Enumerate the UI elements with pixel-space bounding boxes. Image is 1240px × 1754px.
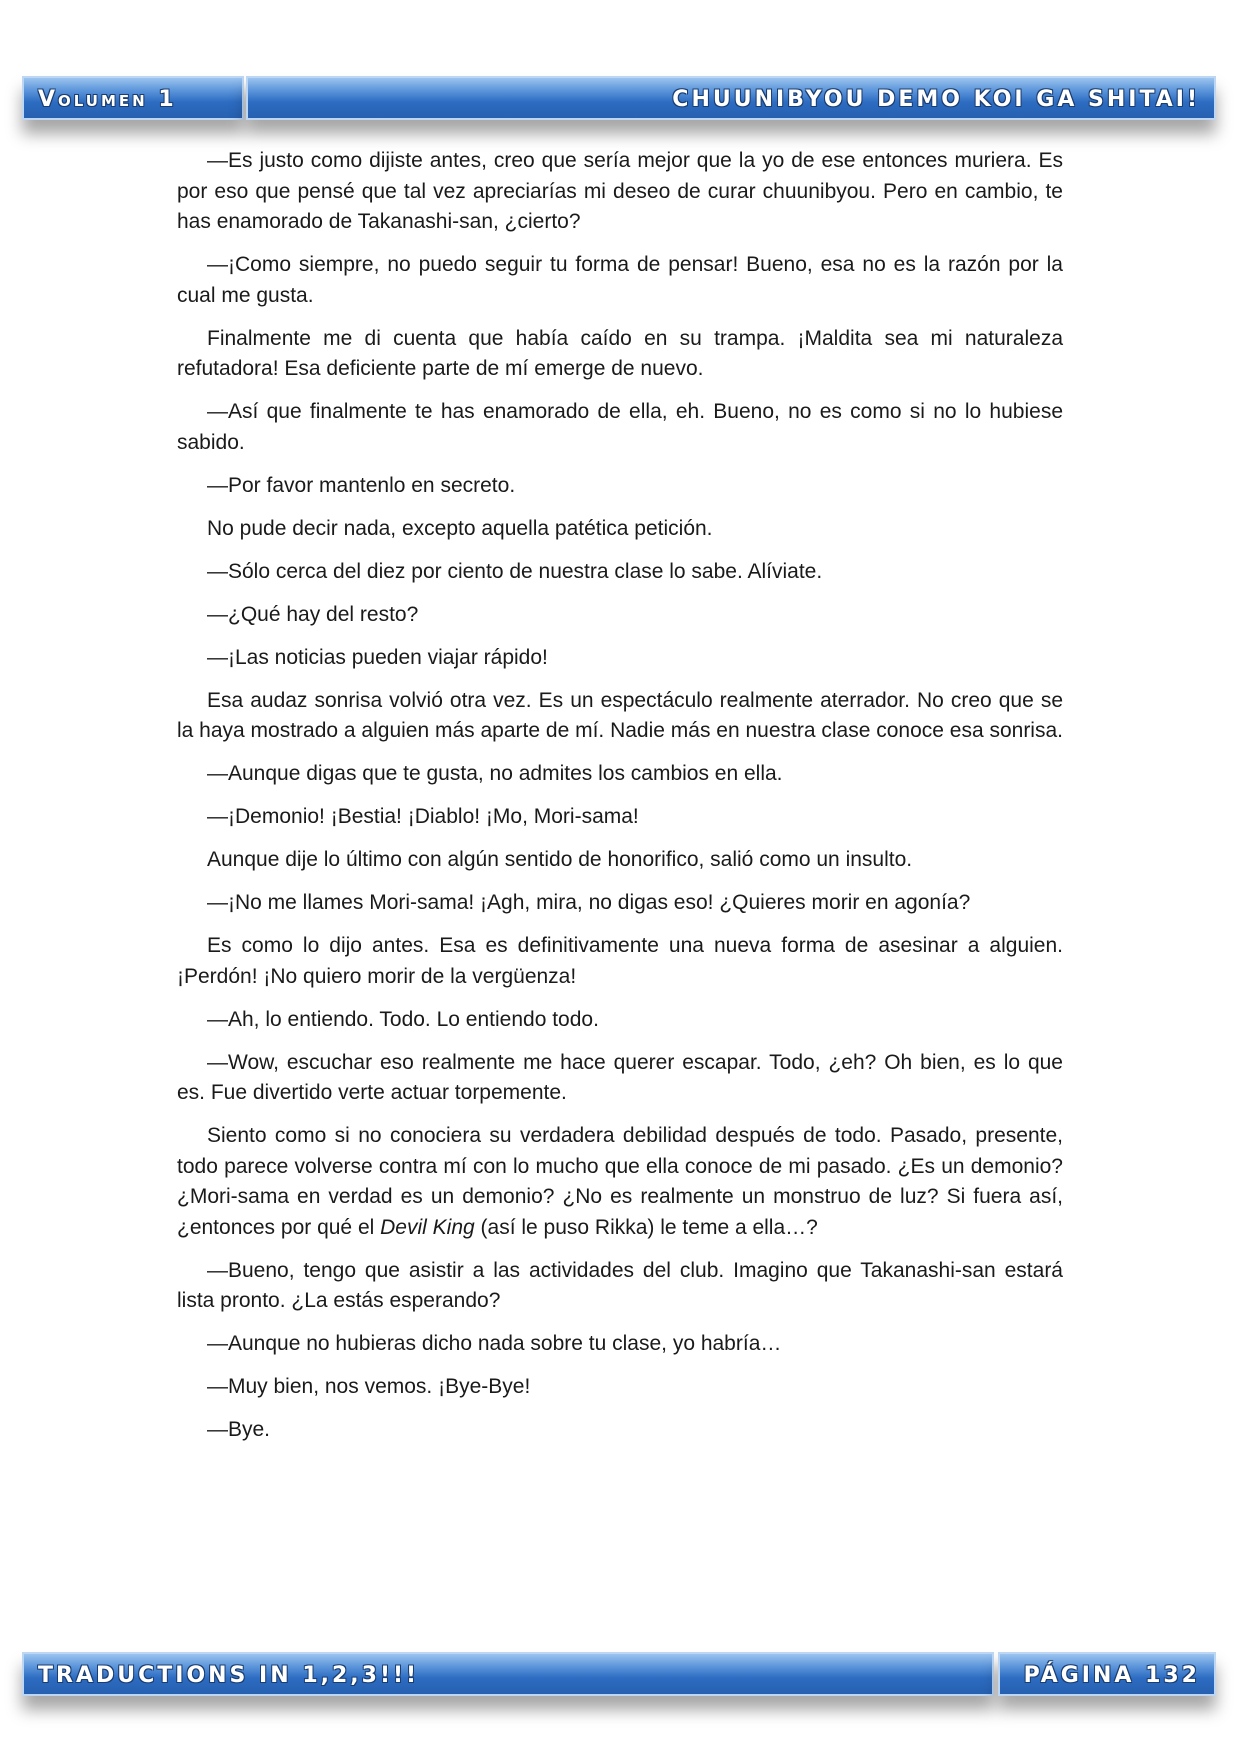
paragraph: —Es justo como dijiste antes, creo que sería mejor que la yo de ese entonces muriera. Es por eso que pensé que tal vez apreciarías mi deseo de curar chuunibyou. Pero en cambio, te has enamorado de Takanashi-san, ¿cierto? xyxy=(177,149,1063,233)
footer-credits-bar xyxy=(22,1652,994,1696)
paragraph: No pude decir nada, excepto aquella patética petición. xyxy=(207,516,713,540)
paragraph: —Muy bien, nos vemos. ¡Bye-Bye! xyxy=(207,1375,531,1398)
paragraph: —¡Las noticias pueden viajar rápido! xyxy=(207,645,548,669)
paragraph: —¡Demonio! ¡Bestia! ¡Diablo! ¡Mo, Mori-sama! xyxy=(207,805,639,828)
paragraph: —Bye. xyxy=(207,1418,271,1441)
paragraph: —Bueno, tengo que asistir a las actividades del club. Imagino que Takanashi-san estará lista pronto. ¿La estás esperando? xyxy=(177,1258,1063,1312)
paragraph: Esa audaz sonrisa volvió otra vez. Es un espectáculo realmente aterrador. No creo que se la haya mostrado a alguien más aparte de mí. Nadie más en nuestra clase conoce esa sonrisa. xyxy=(177,688,1063,742)
paragraph: —Aunque no hubieras dicho nada sobre tu clase, yo habría… xyxy=(207,1332,782,1355)
paragraph: —¿Qué hay del resto? xyxy=(207,602,419,626)
paragraph: —Wow, escuchar eso realmente me hace querer escapar. Todo, ¿eh? Oh bien, es lo que es. Fue divertido verte actuar torpemente. xyxy=(177,1050,1063,1104)
header-title-bar xyxy=(246,76,1216,120)
paragraph: —Aunque digas que te gusta, no admites los cambios en ella. xyxy=(207,762,783,785)
paragraph: —¡No me llames Mori-sama! ¡Agh, mira, no digas eso! ¿Quieres morir en agonía? xyxy=(207,891,971,914)
paragraph: —¡Como siempre, no puedo seguir tu forma de pensar! Bueno, esa no es la razón por la cual me gusta. xyxy=(177,253,1063,307)
header-volume-bar xyxy=(22,76,244,120)
paragraph: —Por favor mantenlo en secreto. xyxy=(207,473,516,497)
paragraph-with-italic xyxy=(177,1121,1063,1243)
header-title: CHUUNIBYOU DEMO KOI GA SHITAI! xyxy=(672,87,1200,112)
page-body xyxy=(177,146,1063,1458)
footer-credits: TRADUCTIONS IN 1,2,3!!! xyxy=(38,1663,420,1688)
paragraph: —Así que finalmente te has enamorado de ella, eh. Bueno, no es como si no lo hubiese sabido. xyxy=(177,400,1063,454)
paragraph-text: Siento como si no conociera su verdadera debilidad después de todo. Pasado, presente, todo parece volverse contra mí con lo mucho que ella conoce de mi pasado. ¿Es un demonio? ¿Mori-sama en verdad es un demonio? ¿No es realmente un monstruo de luz? Si fuera así, ¿entonces por qué el xyxy=(177,1124,1063,1239)
paragraph: Es como lo dijo antes. Esa es definitivamente una nueva forma de asesinar a alguien. ¡Perdón! ¡No quiero morir de la vergüenza! xyxy=(177,934,1063,988)
paragraph: Finalmente me di cuenta que había caído en su trampa. ¡Maldita sea mi naturaleza refutadora! Esa deficiente parte de mí emerge de nuevo. xyxy=(177,326,1063,380)
paragraph: Aunque dije lo último con algún sentido de honorifico, salió como un insulto. xyxy=(207,848,913,871)
header-volume: Volumen 1 xyxy=(38,87,177,112)
paragraph-text: (así le puso Rikka) le teme a ella…? xyxy=(474,1215,818,1239)
italic-term: Devil King xyxy=(380,1215,475,1239)
footer-page-bar xyxy=(998,1652,1216,1696)
paragraph: —Sólo cerca del diez por ciento de nuestra clase lo sabe. Alíviate. xyxy=(207,559,823,583)
paragraph: —Ah, lo entiendo. Todo. Lo entiendo todo. xyxy=(207,1007,599,1031)
page-number: PÁGINA 132 xyxy=(1023,1663,1200,1688)
